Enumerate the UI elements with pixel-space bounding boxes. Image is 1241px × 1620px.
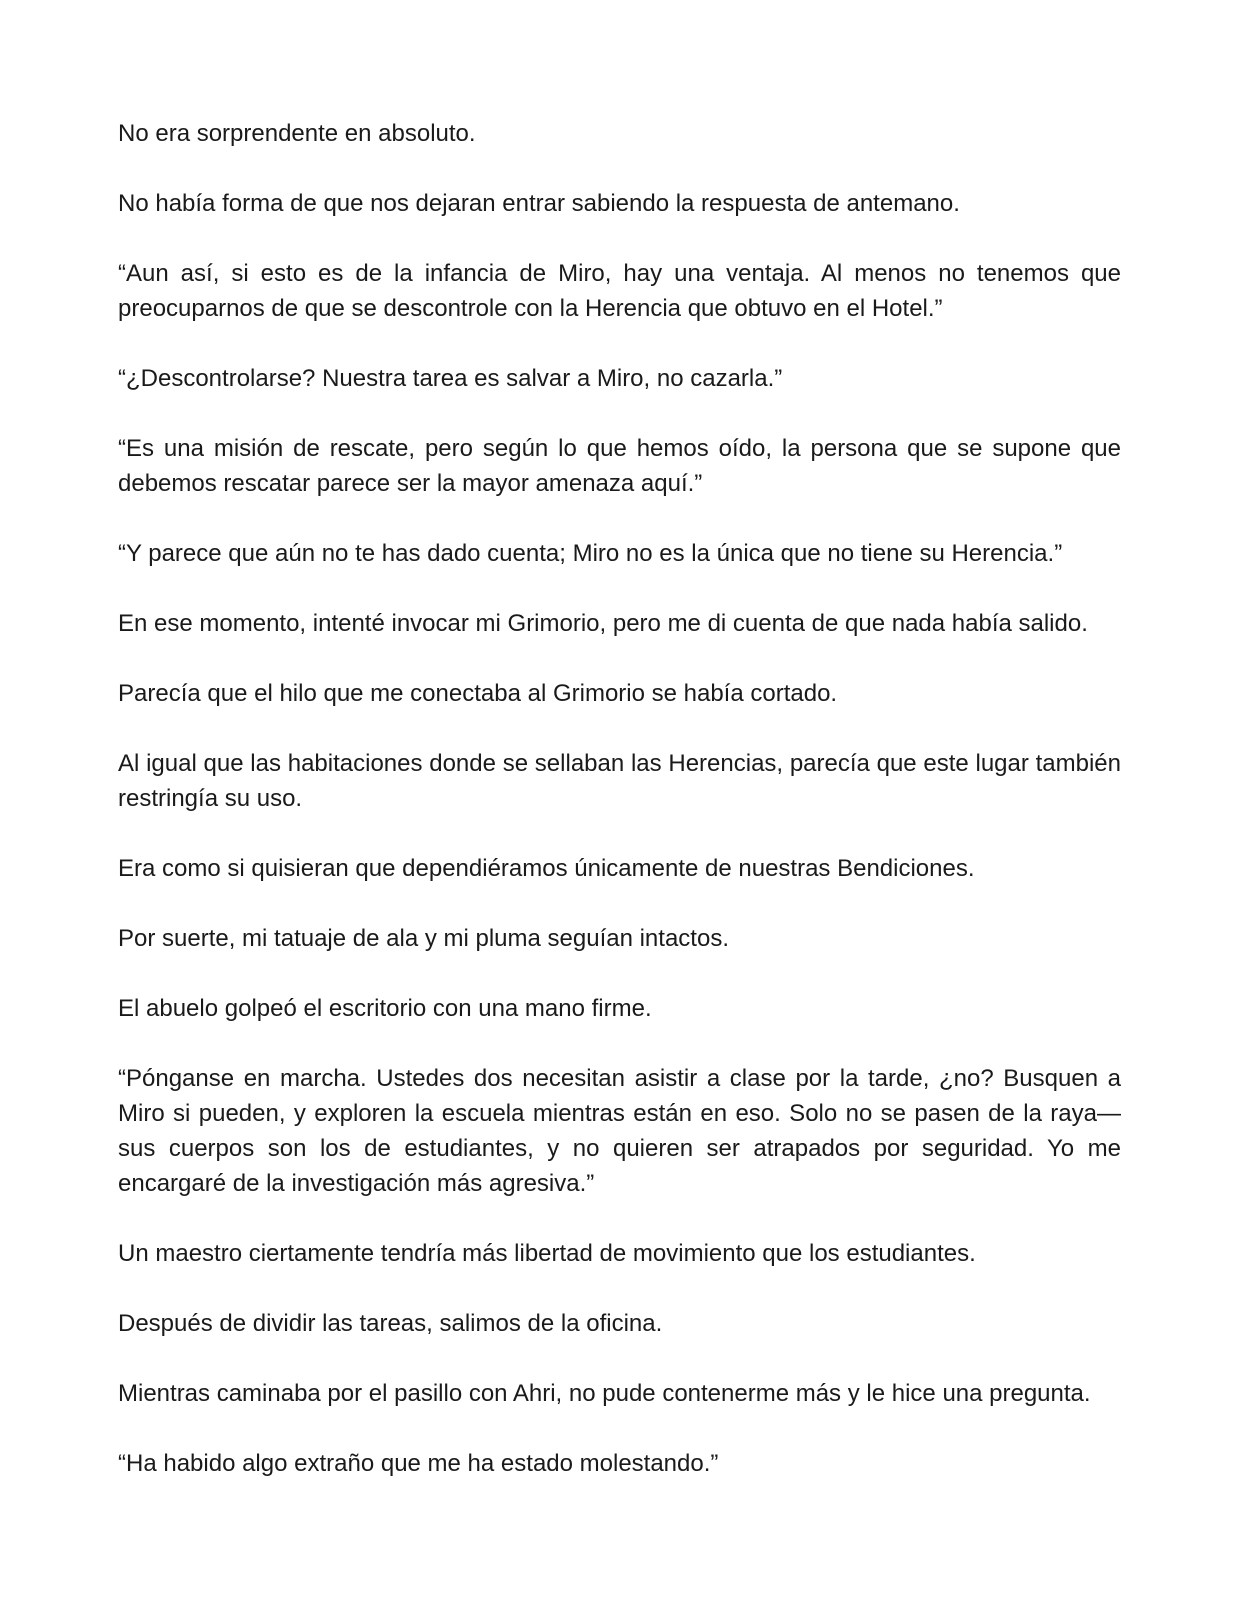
paragraph: El abuelo golpeó el escritorio con una mano firme.: [118, 995, 652, 1022]
paragraph: Un maestro ciertamente tendría más libertad de movimiento que los estudiantes.: [118, 1240, 976, 1267]
paragraph: “Pónganse en marcha. Ustedes dos necesitan asistir a clase por la tarde, ¿no? Busquen a Miro si pueden, y exploren la escuela mientras están en eso. Solo no se pasen de la raya—sus cuerpos son los de estudiantes, y no quieren ser atrapados por seguridad. Yo me encargaré de la investigación más agresiva.”: [118, 1065, 1121, 1197]
paragraph: “¿Descontrolarse? Nuestra tarea es salvar a Miro, no cazarla.”: [118, 365, 783, 392]
paragraph: En ese momento, intenté invocar mi Grimorio, pero me di cuenta de que nada había salido.: [118, 610, 1088, 637]
paragraph: No era sorprendente en absoluto.: [118, 120, 476, 147]
paragraph: “Y parece que aún no te has dado cuenta; Miro no es la única que no tiene su Herencia.”: [118, 540, 1063, 567]
paragraph: Al igual que las habitaciones donde se sellaban las Herencias, parecía que este lugar también restringía su uso.: [118, 750, 1121, 812]
paragraph: Mientras caminaba por el pasillo con Ahri, no pude contenerme más y le hice una pregunta.: [118, 1380, 1091, 1407]
paragraph: Por suerte, mi tatuaje de ala y mi pluma seguían intactos.: [118, 925, 729, 952]
paragraph: “Ha habido algo extraño que me ha estado molestando.”: [118, 1450, 719, 1477]
paragraph: Era como si quisieran que dependiéramos únicamente de nuestras Bendiciones.: [118, 855, 975, 882]
paragraph: “Es una misión de rescate, pero según lo que hemos oído, la persona que se supone que debemos rescatar parece ser la mayor amenaza aquí.”: [118, 435, 1121, 497]
paragraph: Parecía que el hilo que me conectaba al Grimorio se había cortado.: [118, 680, 838, 707]
paragraph: Después de dividir las tareas, salimos de la oficina.: [118, 1310, 663, 1337]
paragraph: “Aun así, si esto es de la infancia de Miro, hay una ventaja. Al menos no tenemos que preocuparnos de que se descontrole con la Herencia que obtuvo en el Hotel.”: [118, 260, 1121, 322]
paragraph: No había forma de que nos dejaran entrar sabiendo la respuesta de antemano.: [118, 190, 960, 217]
